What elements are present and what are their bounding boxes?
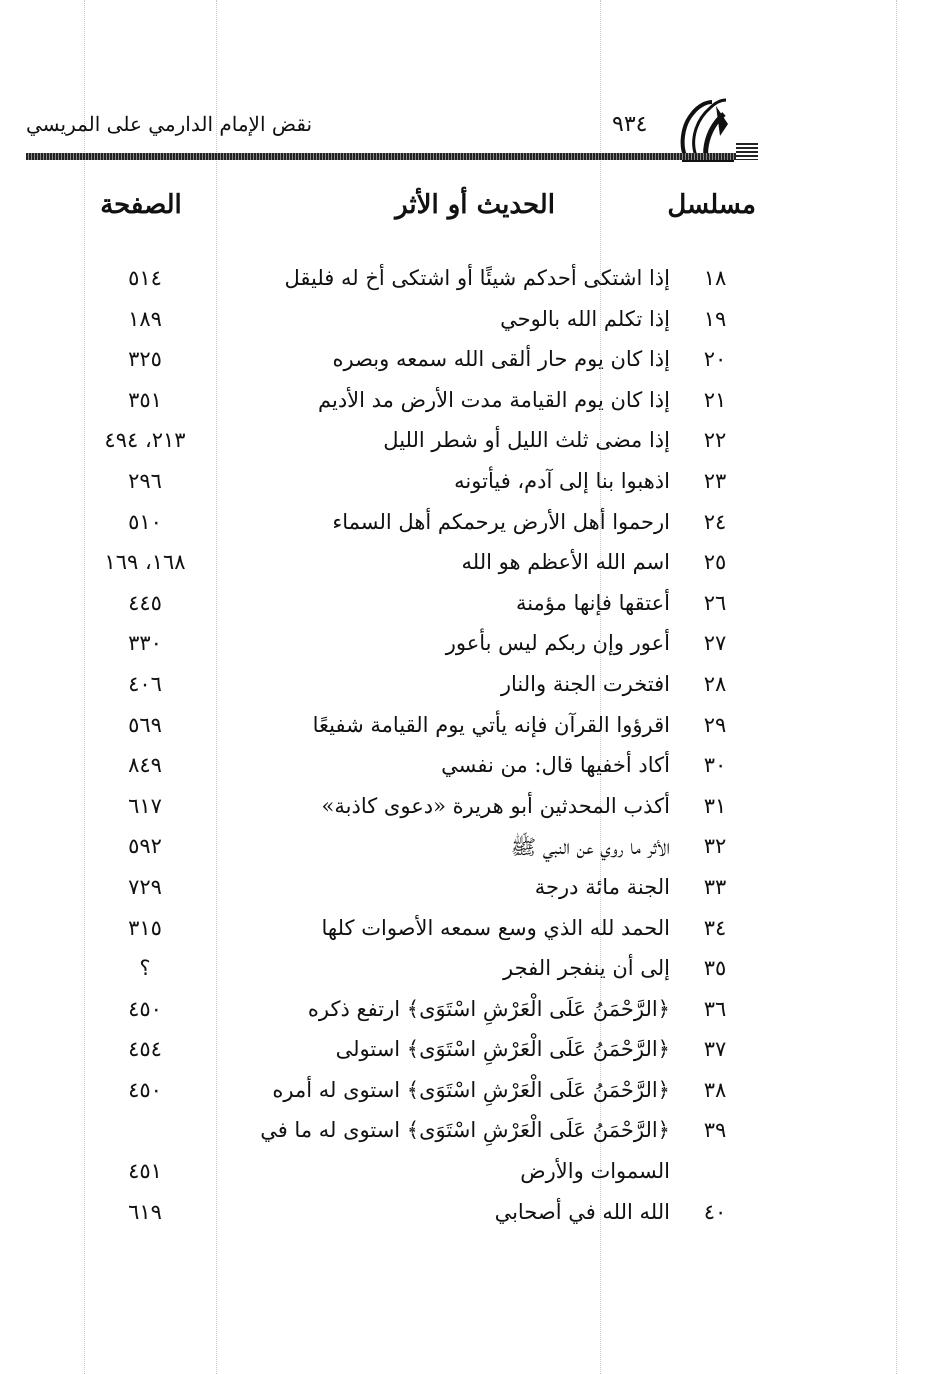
row-page: ٤٥١ [128, 1159, 162, 1184]
table-row [0, 1072, 937, 1113]
header-rule [26, 153, 756, 160]
table-row [0, 707, 937, 748]
table-row [0, 463, 937, 504]
table-row [0, 950, 937, 991]
row-text: ﴿الرَّحْمَنُ عَلَى الْعَرْشِ اسْتَوَى﴾ استوى له أمره [272, 1077, 670, 1102]
index-table [0, 260, 937, 1234]
row-serial: ٢٢ [703, 428, 727, 453]
row-text: اقرؤوا القرآن فإنه يأتي يوم القيامة شفيعًا [312, 712, 670, 737]
row-page: ٦١٩ [128, 1199, 162, 1224]
row-text: ﴿الرَّحْمَنُ عَلَى الْعَرْشِ اسْتَوَى﴾ استولى [335, 1037, 670, 1062]
row-serial: ٢١ [703, 387, 727, 412]
row-serial: ٣٤ [703, 915, 727, 940]
row-text: إذا كان يوم القيامة مدت الأرض مد الأديم [318, 387, 670, 412]
table-row [0, 1153, 937, 1194]
table-row [0, 1194, 937, 1235]
row-serial: ١٨ [703, 266, 727, 290]
row-text: إذا تكلم الله بالوحي [500, 306, 670, 331]
table-row [0, 625, 937, 666]
row-page: ٣٢٥ [128, 347, 162, 372]
row-serial: ٢٥ [703, 550, 727, 575]
row-page: ١٦٨، ١٦٩ [104, 550, 186, 575]
row-text: أكذب المحدثين أبو هريرة «دعوى كاذبة» [321, 793, 670, 818]
table-row [0, 1112, 937, 1153]
row-text: الأثر ما روي عن النبي ﷺ [510, 835, 670, 860]
row-page: ٣٥١ [128, 387, 162, 412]
row-text: الجنة مائة درجة [534, 874, 670, 899]
row-page: ٤٥٠ [128, 996, 162, 1021]
row-text: الحمد لله الذي وسع سمعه الأصوات كلها [321, 915, 670, 940]
row-text: إذا اشتكى أحدكم شيئًا أو اشتكى أخ له فليقل [284, 266, 670, 290]
row-text: اذهبوا بنا إلى آدم، فيأتونه [454, 468, 670, 493]
table-row [0, 422, 937, 463]
row-text: إذا كان يوم حار ألقى الله سمعه وبصره [332, 347, 670, 372]
row-page: ٢١٣، ٤٩٤ [104, 428, 186, 453]
row-serial: ٣٧ [703, 1037, 727, 1062]
row-page: ٨٤٩ [128, 753, 162, 778]
row-page: ؟ [139, 956, 151, 981]
row-text: ﴿الرَّحْمَنُ عَلَى الْعَرْشِ اسْتَوَى﴾ استوى له ما في [260, 1118, 670, 1143]
table-row [0, 666, 937, 707]
running-title: نقض الإمام الدارمي على المريسي [26, 112, 313, 136]
table-row [0, 1031, 937, 1072]
row-serial: ٢٣ [703, 468, 727, 493]
column-heading-text: الحديث أو الأثر [395, 190, 555, 220]
table-row [0, 788, 937, 829]
row-serial: ١٩ [703, 306, 727, 331]
row-text: إلى أن ينفجر الفجر [503, 956, 670, 981]
row-page: ٣٣٠ [128, 631, 162, 656]
row-serial: ٤٠ [703, 1199, 727, 1224]
row-text: أعتقها فإنها مؤمنة [515, 590, 670, 615]
row-page: ٢٩٦ [128, 468, 162, 493]
row-serial: ٣٢ [703, 834, 727, 859]
row-serial: ٣٦ [703, 996, 727, 1021]
row-text: السموات والأرض [520, 1159, 670, 1184]
row-page: ٤٠٦ [128, 671, 162, 696]
row-serial: ٣٠ [703, 753, 727, 778]
row-page: ٤٤٥ [128, 590, 162, 615]
table-row [0, 301, 937, 342]
row-serial: ٢٧ [703, 631, 727, 656]
row-page: ٥١٠ [128, 509, 162, 534]
row-text: أكاد أخفيها قال: من نفسي [441, 753, 670, 778]
row-serial: ٢٩ [703, 712, 727, 737]
row-page: ٦١٧ [128, 793, 162, 818]
row-page: ٤٥٤ [128, 1037, 162, 1062]
row-serial: ٣٨ [703, 1077, 727, 1102]
row-page: ٥٦٩ [128, 712, 162, 737]
row-serial: ٢٨ [703, 671, 727, 696]
row-text: ﴿الرَّحْمَنُ عَلَى الْعَرْشِ اسْتَوَى﴾ ارتفع ذكره [307, 996, 670, 1021]
row-text: ارحموا أهل الأرض يرحمكم أهل السماء [332, 509, 670, 534]
row-serial: ٣٩ [703, 1118, 727, 1143]
table-row [0, 869, 937, 910]
column-heading-serial: مسلسل [667, 190, 756, 220]
table-row [0, 910, 937, 951]
row-serial: ٣٣ [703, 874, 727, 899]
row-page: ١٨٩ [128, 306, 162, 331]
row-serial: ٣١ [703, 793, 727, 818]
row-page: ٣١٥ [128, 915, 162, 940]
table-row [0, 585, 937, 626]
row-serial: ٢٠ [703, 347, 727, 372]
table-row [0, 544, 937, 585]
row-page: ٧٢٩ [128, 874, 162, 899]
page-number: ٩٣٤ [612, 112, 648, 137]
row-text: أعور وإن ربكم ليس بأعور [445, 631, 670, 656]
row-page: ٤٥٠ [128, 1077, 162, 1102]
row-page: ٥٩٢ [128, 834, 162, 859]
row-text: الله الله في أصحابي [494, 1199, 670, 1224]
column-heading-page: الصفحة [100, 190, 182, 220]
table-row [0, 828, 937, 869]
table-row [0, 382, 937, 423]
table-row [0, 991, 937, 1032]
row-serial: ٢٦ [703, 590, 727, 615]
row-serial: ٢٤ [703, 509, 727, 534]
header-rule-cap [736, 143, 758, 160]
row-text: إذا مضى ثلث الليل أو شطر الليل [383, 428, 670, 453]
row-text: اسم الله الأعظم هو الله [461, 550, 670, 575]
row-page: ٥١٤ [128, 266, 162, 290]
row-text: افتخرت الجنة والنار [500, 671, 670, 696]
table-row [0, 260, 937, 301]
table-row [0, 504, 937, 545]
table-row [0, 341, 937, 382]
table-row [0, 747, 937, 788]
row-serial: ٣٥ [703, 956, 727, 981]
